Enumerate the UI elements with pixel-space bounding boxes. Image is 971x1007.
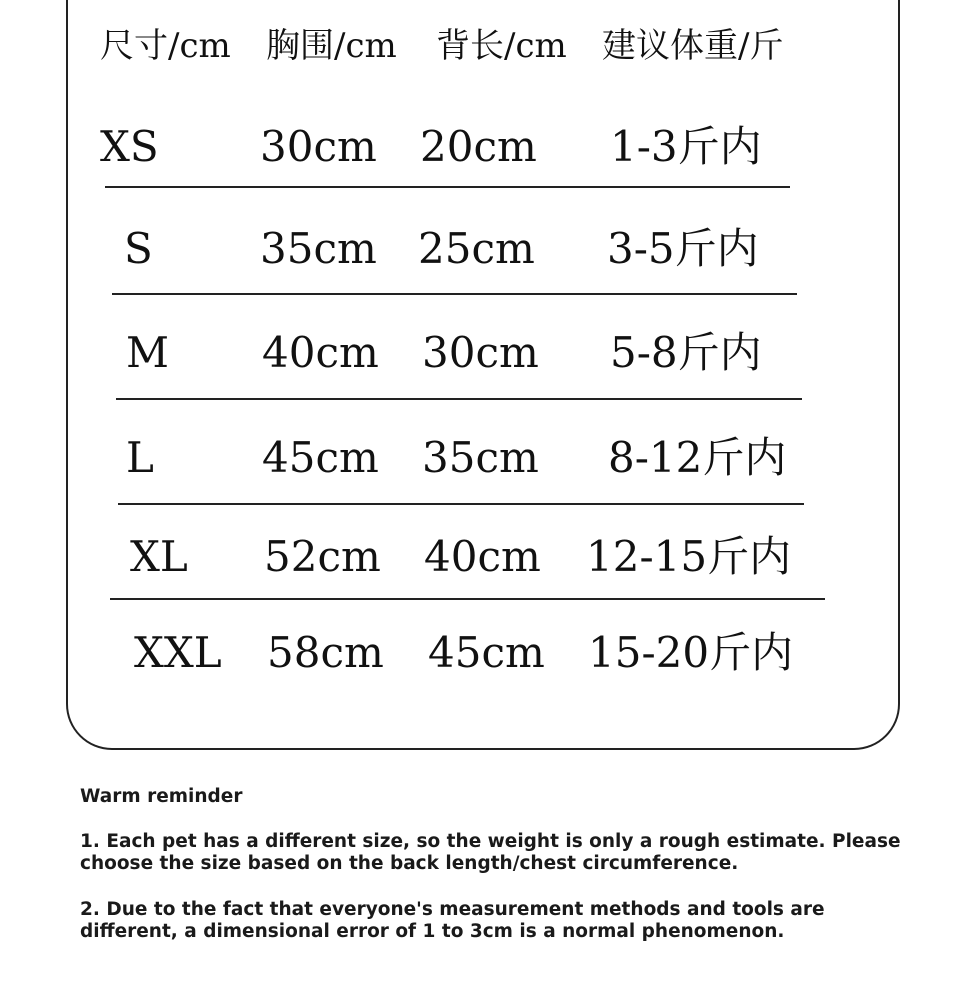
weight-cell: 15-20斤内 xyxy=(588,628,794,677)
back-cell: 45cm xyxy=(428,628,545,677)
back-cell: 20cm xyxy=(420,122,537,171)
chest-cell: 40cm xyxy=(262,328,379,377)
header-weight: 建议体重/斤 xyxy=(602,26,784,66)
weight-cell: 8-12斤内 xyxy=(608,433,787,482)
weight-cell: 3-5斤内 xyxy=(607,224,759,273)
reminder-item-1: 1. Each pet has a different size, so the weight is only a rough estimate. Please choose the size based on the back length/chest circumference. xyxy=(80,831,901,874)
size-cell: S xyxy=(124,224,153,273)
chest-cell: 45cm xyxy=(262,433,379,482)
size-cell: M xyxy=(126,328,170,377)
back-cell: 40cm xyxy=(424,532,541,581)
weight-cell: 5-8斤内 xyxy=(610,328,762,377)
row-divider xyxy=(116,398,802,400)
size-cell: XS xyxy=(100,122,159,171)
row-divider xyxy=(112,293,797,295)
weight-cell: 12-15斤内 xyxy=(586,532,792,581)
row-divider xyxy=(110,598,825,600)
back-cell: 35cm xyxy=(422,433,539,482)
chest-cell: 35cm xyxy=(260,224,377,273)
header-chest: 胸围/cm xyxy=(266,26,397,66)
reminder-item-2: 2. Due to the fact that everyone's measurement methods and tools are different, a dimensional error of 1 to 3cm is a normal phenomenon. xyxy=(80,899,825,942)
back-cell: 25cm xyxy=(418,224,535,273)
header-back-length: 背长/cm xyxy=(436,26,567,66)
row-divider xyxy=(105,186,790,188)
size-cell: XL xyxy=(130,532,188,581)
reminder-title: Warm reminder xyxy=(80,786,243,807)
chest-cell: 58cm xyxy=(267,628,384,677)
size-cell: XXL xyxy=(134,628,222,677)
chest-cell: 52cm xyxy=(264,532,381,581)
back-cell: 30cm xyxy=(422,328,539,377)
row-divider xyxy=(118,503,804,505)
size-cell: L xyxy=(126,433,154,482)
header-size: 尺寸/cm xyxy=(100,26,231,66)
chest-cell: 30cm xyxy=(260,122,377,171)
weight-cell: 1-3斤内 xyxy=(610,122,762,171)
